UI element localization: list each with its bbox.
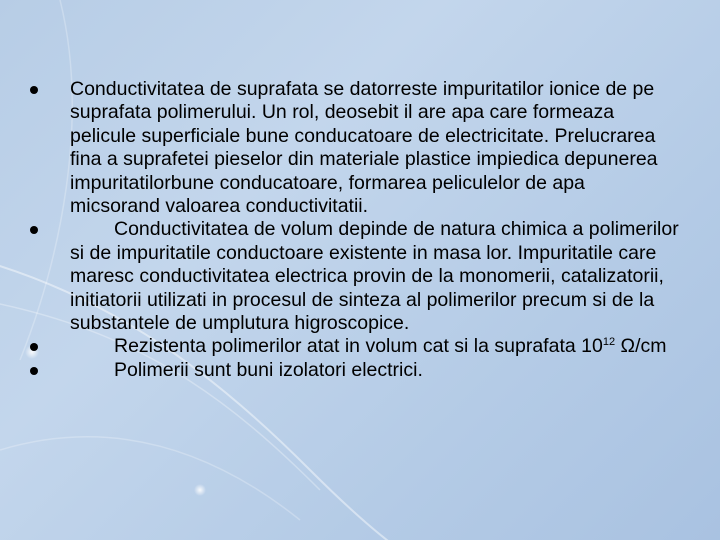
unit-text: Ω/cm: [615, 335, 667, 358]
bullet-item: [30, 359, 680, 382]
bullet-dot-icon: [30, 343, 38, 351]
bullet-item: [30, 218, 680, 335]
bullet-text: Conductivitatea de suprafata se datorreste impuritatilor ionice de pe suprafata polimerului. Un rol, deosebit il are apa care formeaza pelicule superficiale bune conducatoare de electricitate. Prelucrarea fina a suprafetei pieselor din materiale plastice impiedica depunerea impuritatilorbune conducatoare, formarea peliculelor de apa micsorand valoarea conductivitatii.: [70, 78, 658, 218]
bullet-dot-icon: [30, 86, 38, 94]
bullet-text: Rezistenta polimerilor atat in volum cat si la suprafata 10: [114, 335, 603, 358]
slide-content: [30, 78, 680, 382]
bullet-text: Polimerii sunt buni izolatori electrici.: [114, 358, 423, 381]
bullet-item: [30, 78, 680, 218]
bullet-list: [30, 78, 680, 382]
bullet-text: Conductivitatea de volum depinde de natura chimica a polimerilor si de impuritatile conductoare existente in masa lor. Impuritatile care maresc conductivitatea electrica provin de la monomerii, catalizatorii, initiatorii utilizati in procesul de sinteza al polimerilor precum si de la substantele de umplutura higroscopice.: [70, 218, 679, 335]
bullet-dot-icon: [30, 367, 38, 375]
bullet-item: [30, 335, 680, 358]
exponent: 12: [602, 336, 616, 349]
bullet-dot-icon: [30, 226, 38, 234]
